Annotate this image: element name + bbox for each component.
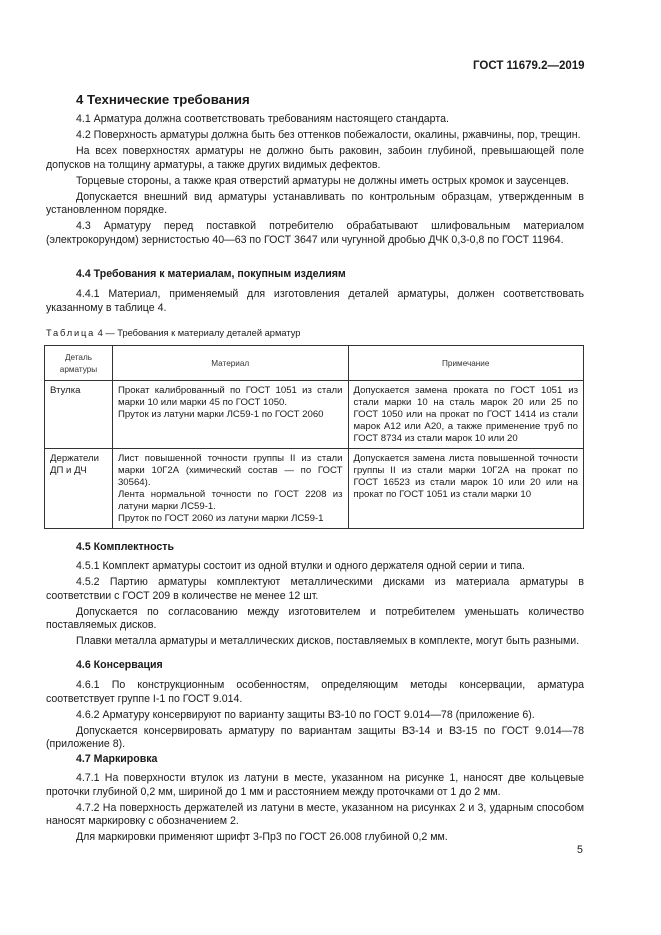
paragraph-4-2: 4.2 Поверхность арматуры должна быть без оттенков побежалости, окалины, ржавчины, пор, трещин. xyxy=(76,129,581,141)
paragraph-4-7-1: 4.7.1 На поверхности втулок из латуни в месте, указанном на рисунке 1, наносят две кольцевые проточки глубиной 0,2 мм, шириной до 1 мм и расстоянием между проточками от 1 до 2 мм. xyxy=(46,772,584,798)
section-4-5-text xyxy=(46,560,584,651)
table-cell-material xyxy=(112,449,348,529)
material-line: Лента нормальной точности по ГОСТ 2208 из латуни марки ЛС59-1. xyxy=(117,489,343,512)
material-line: Пруток из латуни марки ЛС59-1 по ГОСТ 2060 xyxy=(117,409,324,420)
table-cell-note: Допускается замена листа повышенной точности группы II из стали марки 10Г2А на прокат по ГОСТ 16523 из стали марок 10 или 20 или на прокат по ГОСТ 1051 из стали марки 10 xyxy=(348,449,584,529)
table-caption xyxy=(46,327,584,339)
section-4-7 xyxy=(46,753,584,767)
table-header-note: Примечание xyxy=(348,346,584,381)
paragraph-4-6-2: 4.6.2 Арматуру консервируют по варианту защиты ВЗ-10 по ГОСТ 9.014—78 (приложение 6). xyxy=(76,708,535,721)
heading-4-5: 4.5 Комплектность xyxy=(76,541,174,553)
paragraph-discs: Допускается по согласованию между изготовителем и потребителем уменьшать количество поставляемых дисков. xyxy=(46,605,584,631)
paragraph-4-6-1: 4.6.1 По конструкционным особенностям, определяющим методы консервации, арматура соответствует группе I-1 по ГОСТ 9.014. xyxy=(46,679,584,705)
material-line: Лист повышенной точности группы II из стали марки 10Г2А (химический состав — по ГОСТ 30564). xyxy=(117,453,343,488)
paragraph-4-5-2: 4.5.2 Партию арматуры комплектуют металлическими дисками из материала арматуры в соответствии с ГОСТ 209 в количестве не менее 12 шт. xyxy=(46,576,584,602)
table-caption-text: 4 — Требования к материалу деталей арматур xyxy=(97,328,301,338)
table-row xyxy=(45,449,584,529)
paragraph-4-3: 4.3 Арматуру перед поставкой потребителю обрабатывают шлифовальным материалом (электрокорундом) зернистостью 40—63 по ГОСТ 3647 или чугунной дробью ДЧК 0,3-0,8 по ГОСТ 11964. xyxy=(46,220,584,246)
heading-4-4: 4.4 Требования к материалам, покупным изделиям xyxy=(76,268,346,280)
materials-table xyxy=(44,345,584,529)
paragraph-melts: Плавки металла арматуры и металлических дисков, поставляемых в комплекте, могут быть разными. xyxy=(76,635,580,647)
heading-4-7: 4.7 Маркировка xyxy=(76,753,158,765)
paragraph-4-4-1: 4.4.1 Материал, применяемый для изготовления деталей арматуры, должен соответствовать указанному в таблице 4. xyxy=(46,288,584,314)
intro-block xyxy=(46,113,584,250)
paragraph-4-7-2: 4.7.2 На поверхность держателей из латуни в месте, указанном на рисунках 2 и 3, ударным способом наносят маркировку с обозначением 2. xyxy=(46,801,584,827)
paragraph-4-1: 4.1 Арматура должна соответствовать требованиям настоящего стандарта. xyxy=(76,113,449,125)
table-cell-material xyxy=(112,381,348,449)
section-4-6 xyxy=(46,659,584,673)
paragraph-conservation-alt: Допускается консервировать арматуру по вариантам защиты ВЗ-14 и ВЗ-15 по ГОСТ 9.014—78 (приложение 8). xyxy=(46,724,584,750)
table-row xyxy=(45,381,584,449)
section-4-6-text xyxy=(46,679,584,754)
table-caption-prefix: Таблица xyxy=(46,328,96,338)
paragraph-4-5-1: 4.5.1 Комплект арматуры состоит из одной втулки и одного держателя одной серии и типа. xyxy=(76,560,526,572)
table-cell-part: Держатели ДП и ДЧ xyxy=(45,449,113,529)
section-4-4-text xyxy=(46,288,584,318)
section-4-7-text xyxy=(46,772,584,847)
table-header-part: Деталь арматуры xyxy=(45,346,113,381)
paragraph-edges: Торцевые стороны, а также края отверстий арматуры не должны иметь острых кромок и заусенцев. xyxy=(76,174,569,187)
table-header-material: Материал xyxy=(112,346,348,381)
section-4-5 xyxy=(46,541,584,555)
table-cell-part: Втулка xyxy=(45,381,113,449)
page-number: 5 xyxy=(577,844,583,856)
paragraph-defects: На всех поверхностях арматуры не должно быть раковин, забоин глубиной, превышающей поле допусков на толщину арматуры, а также других видимых дефектов. xyxy=(46,145,584,171)
material-line: Пруток по ГОСТ 2060 из латуни марки ЛС59-1 xyxy=(117,513,324,524)
section-4-4 xyxy=(46,268,584,282)
section-title: 4 Технические требования xyxy=(76,92,250,107)
paragraph-font: Для маркировки применяют шрифт 3-Пр3 по ГОСТ 26.008 глубиной 0,2 мм. xyxy=(76,831,448,843)
table-cell-note: Допускается замена проката по ГОСТ 1051 из стали марки 10 на сталь марок 20 или 25 по ГОСТ 1050 или на прокат по ГОСТ 1414 из стали марок А12 или А20, а также применение труб по ГОСТ 8734 из стали марок 10 или 20 xyxy=(348,381,584,449)
paragraph-samples: Допускается внешний вид арматуры устанавливать по контрольным образцам, утвержденным в установленном порядке. xyxy=(46,190,584,216)
material-line: Прокат калиброванный по ГОСТ 1051 из стали марки 10 или марки 45 по ГОСТ 1050. xyxy=(117,385,343,408)
document-number-header: ГОСТ 11679.2—2019 xyxy=(473,60,585,72)
heading-4-6: 4.6 Консервация xyxy=(76,659,163,671)
